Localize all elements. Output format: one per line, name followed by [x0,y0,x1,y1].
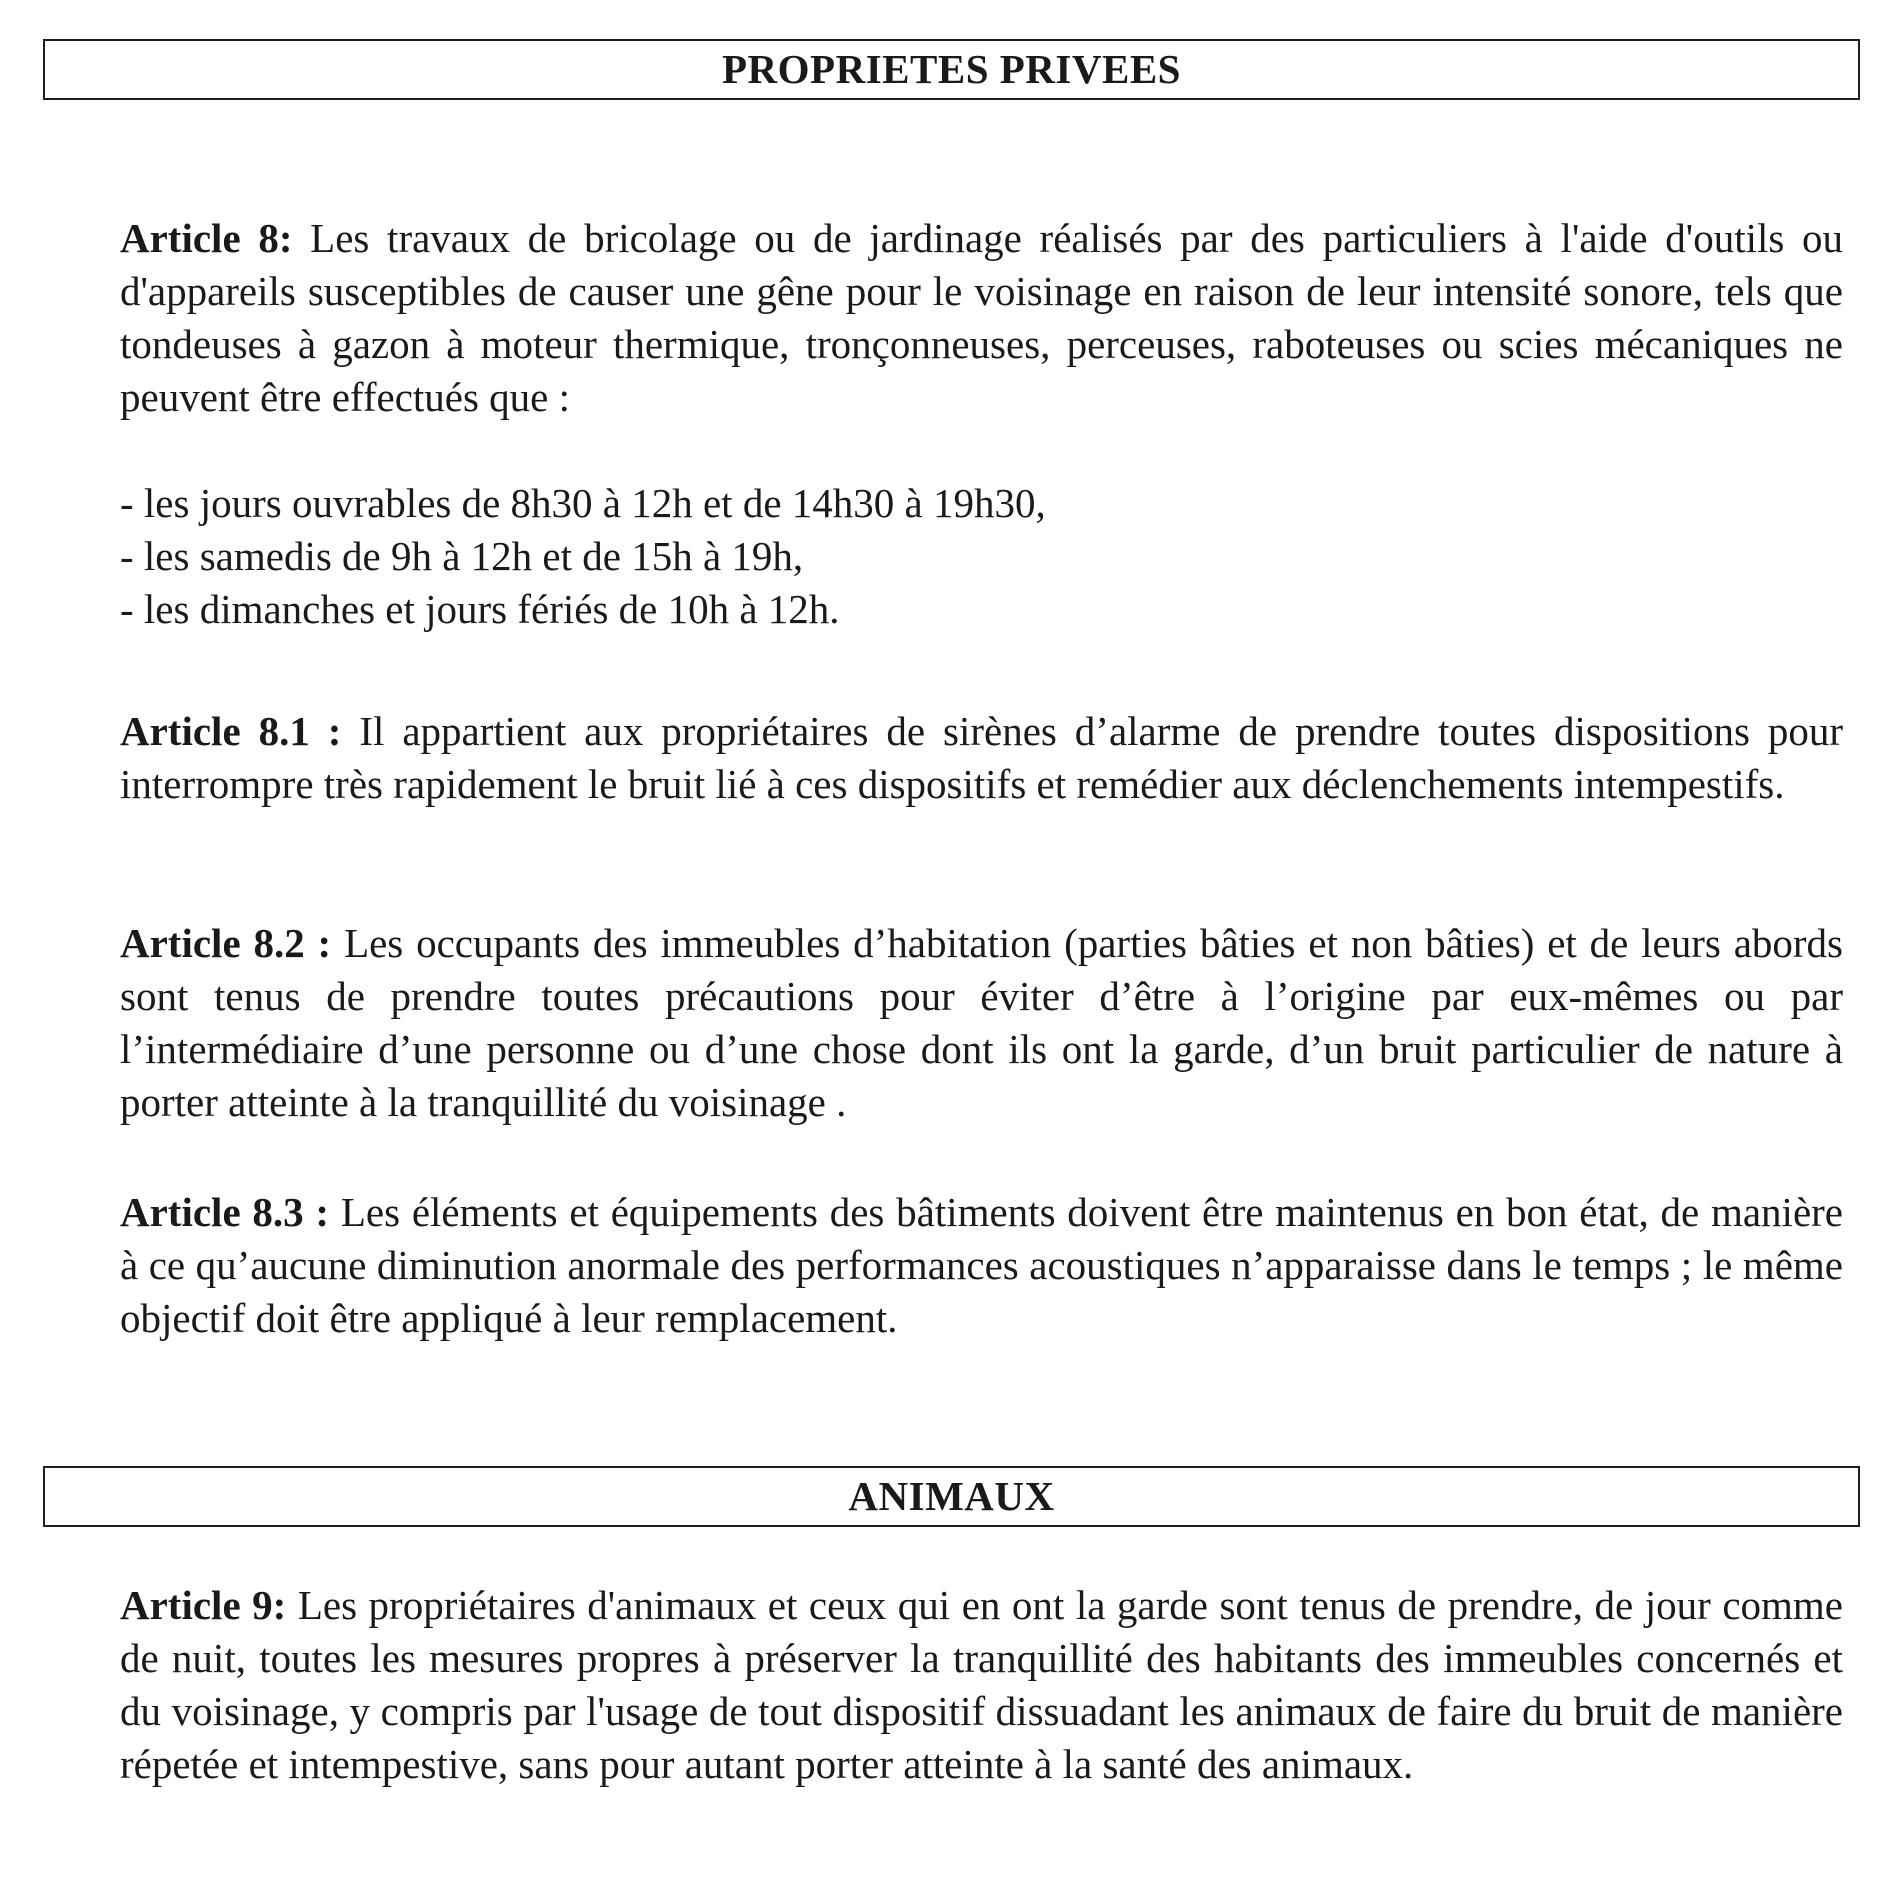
article-label: Article 8.3 : [120,1189,330,1235]
article-text: Les propriétaires d'animaux et ceux qui en ont la garde sont tenus de prendre, de jour comme de nuit, toutes les mesures propres à préserver la tranquillité des habitants des immeubles concernés et du voisinage, y compris par l'usage de tout dispositif dissuadant les animaux de faire du bruit de manière répetée et intempestive, sans pour autant porter atteinte à la santé des animaux. [120,1582,1844,1787]
article-label: Article 8: [120,215,293,261]
article-8-3 [120,1186,1843,1345]
section-title-proprietes-privees: PROPRIETES PRIVEES [43,39,1860,100]
article-9 [120,1579,1843,1791]
article-text: Les travaux de bricolage ou de jardinage réalisés par des particuliers à l'aide d'outils ou d'appareils susceptibles de causer une gêne pour le voisinage en raison de leur intensité sonore, tels que tondeuses à gazon à moteur thermique, tronçonneuses, perceuses, raboteuses ou scies mécaniques ne peuvent être effectués que : [120,215,1844,420]
schedule-item-sundays: - les dimanches et jours fériés de 10h à 12h. [120,586,840,632]
schedule-list [120,477,1843,636]
article-8-2 [120,917,1843,1129]
article-label: Article 8.2 : [120,920,332,966]
article-text: Les éléments et équipements des bâtiments doivent être maintenus en bon état, de manière à ce qu’aucune diminution anormale des performances acoustiques n’apparaisse dans le temps ; le même objectif doit être appliqué à leur remplacement. [120,1189,1844,1341]
article-8-1 [120,705,1843,811]
section-title-animaux: ANIMAUX [43,1466,1860,1527]
article-label: Article 8.1 : [120,708,342,754]
article-text: Il appartient aux propriétaires de sirènes d’alarme de prendre toutes dispositions pour interrompre très rapidement le bruit lié à ces dispositifs et remédier aux déclenchements intempestifs. [120,708,1844,807]
schedule-item-weekdays: - les jours ouvrables de 8h30 à 12h et de 14h30 à 19h30, [120,480,1046,526]
article-8 [120,212,1843,424]
article-text: Les occupants des immeubles d’habitation (parties bâties et non bâties) et de leurs abords sont tenus de prendre toutes précautions pour éviter d’être à l’origine par eux-mêmes ou par l’intermédiaire d’une personne ou d’une chose dont ils ont la garde, d’un bruit particulier de nature à porter atteinte à la tranquillité du voisinage . [120,920,1844,1125]
article-label: Article 9: [120,1582,287,1628]
schedule-item-saturdays: - les samedis de 9h à 12h et de 15h à 19h, [120,533,804,579]
